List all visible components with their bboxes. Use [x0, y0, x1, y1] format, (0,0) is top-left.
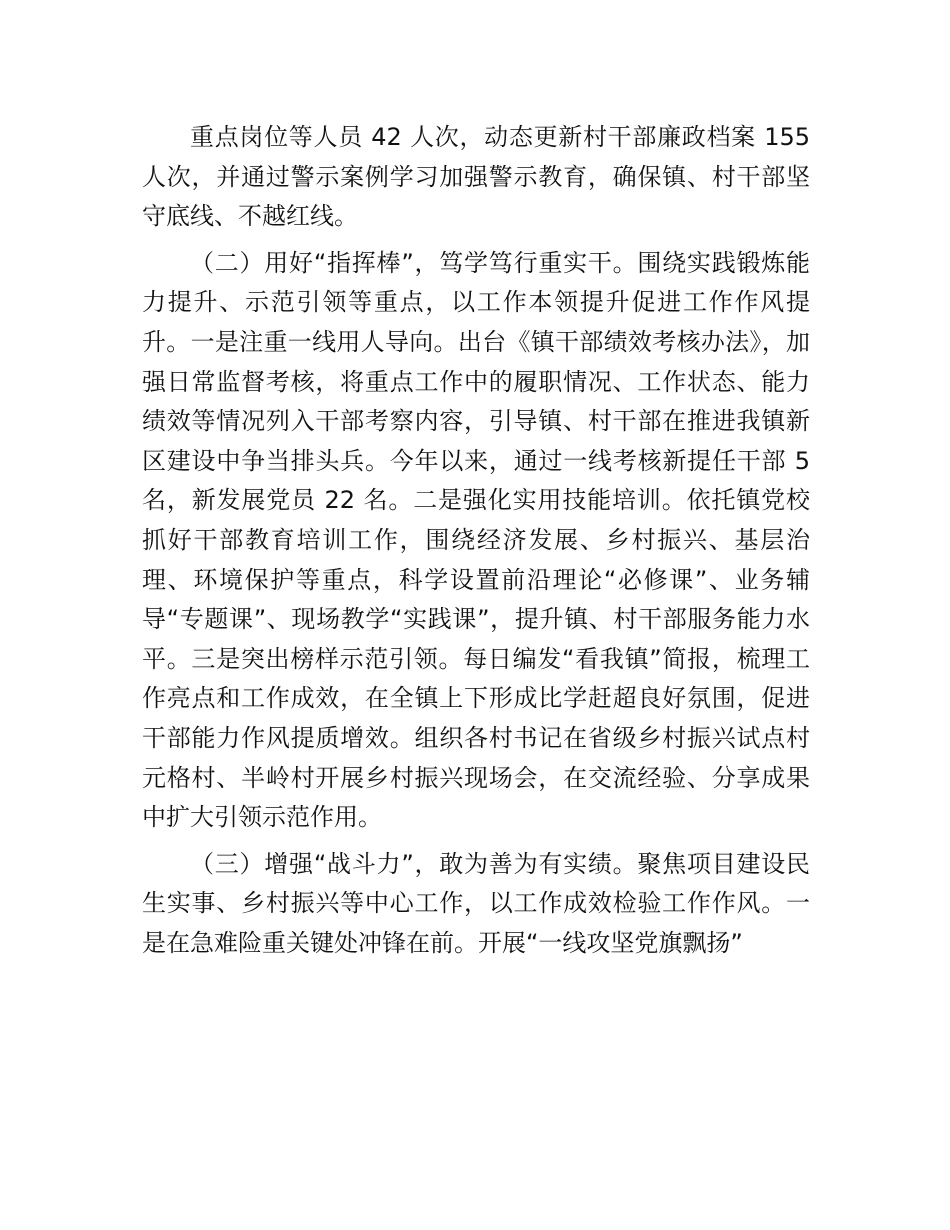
paragraph-section-two: （二）用好“指挥棒”，笃学笃行重实干。围绕实践锻炼能力提升、示范引领等重点，以工作本领提升促进工作作风提升。一是注重一线用人导向。出台《镇干部绩效考核办法》，加强日常监督考核，将重点工作中的履职情况、工作状态、能力绩效等情况列入干部考察内容，引导镇、村干部在推进我镇新区建设中争当排头兵。今年以来，通过一线考核新提任干部 5 名，新发展党员 22 名。二是强化实用技能培训。依托镇党校抓好干部教育培训工作，围绕经济发展、乡村振兴、基层治理、环境保护等重点，科学设置前沿理论“必修课”、业务辅导“专题课”、现场教学“实践课”，提升镇、村干部服务能力水平。三是突出榜样示范引领。每日编发“看我镇”简报，梳理工作亮点和工作成效，在全镇上下形成比学赶超良好氛围，促进干部能力作风提质增效。组织各村书记在省级乡村振兴试点村元格村、半岭村开展乡村振兴现场会，在交流经验、分享成果中扩大引领示范作用。 [142, 248, 810, 832]
paragraph-section-three: （三）增强“战斗力”，敢为善为有实绩。聚焦项目建设民生实事、乡村振兴等中心工作，以工作成效检验工作作风。一是在急难险重关键处冲锋在前。开展“一线攻坚党旗飘扬” [142, 849, 810, 957]
document-body [142, 118, 810, 963]
paragraph-discipline-education: 重点岗位等人员 42 人次，动态更新村干部廉政档案 155 人次，并通过警示案例学习加强警示教育，确保镇、村干部坚守底线、不越红线。 [142, 123, 810, 231]
